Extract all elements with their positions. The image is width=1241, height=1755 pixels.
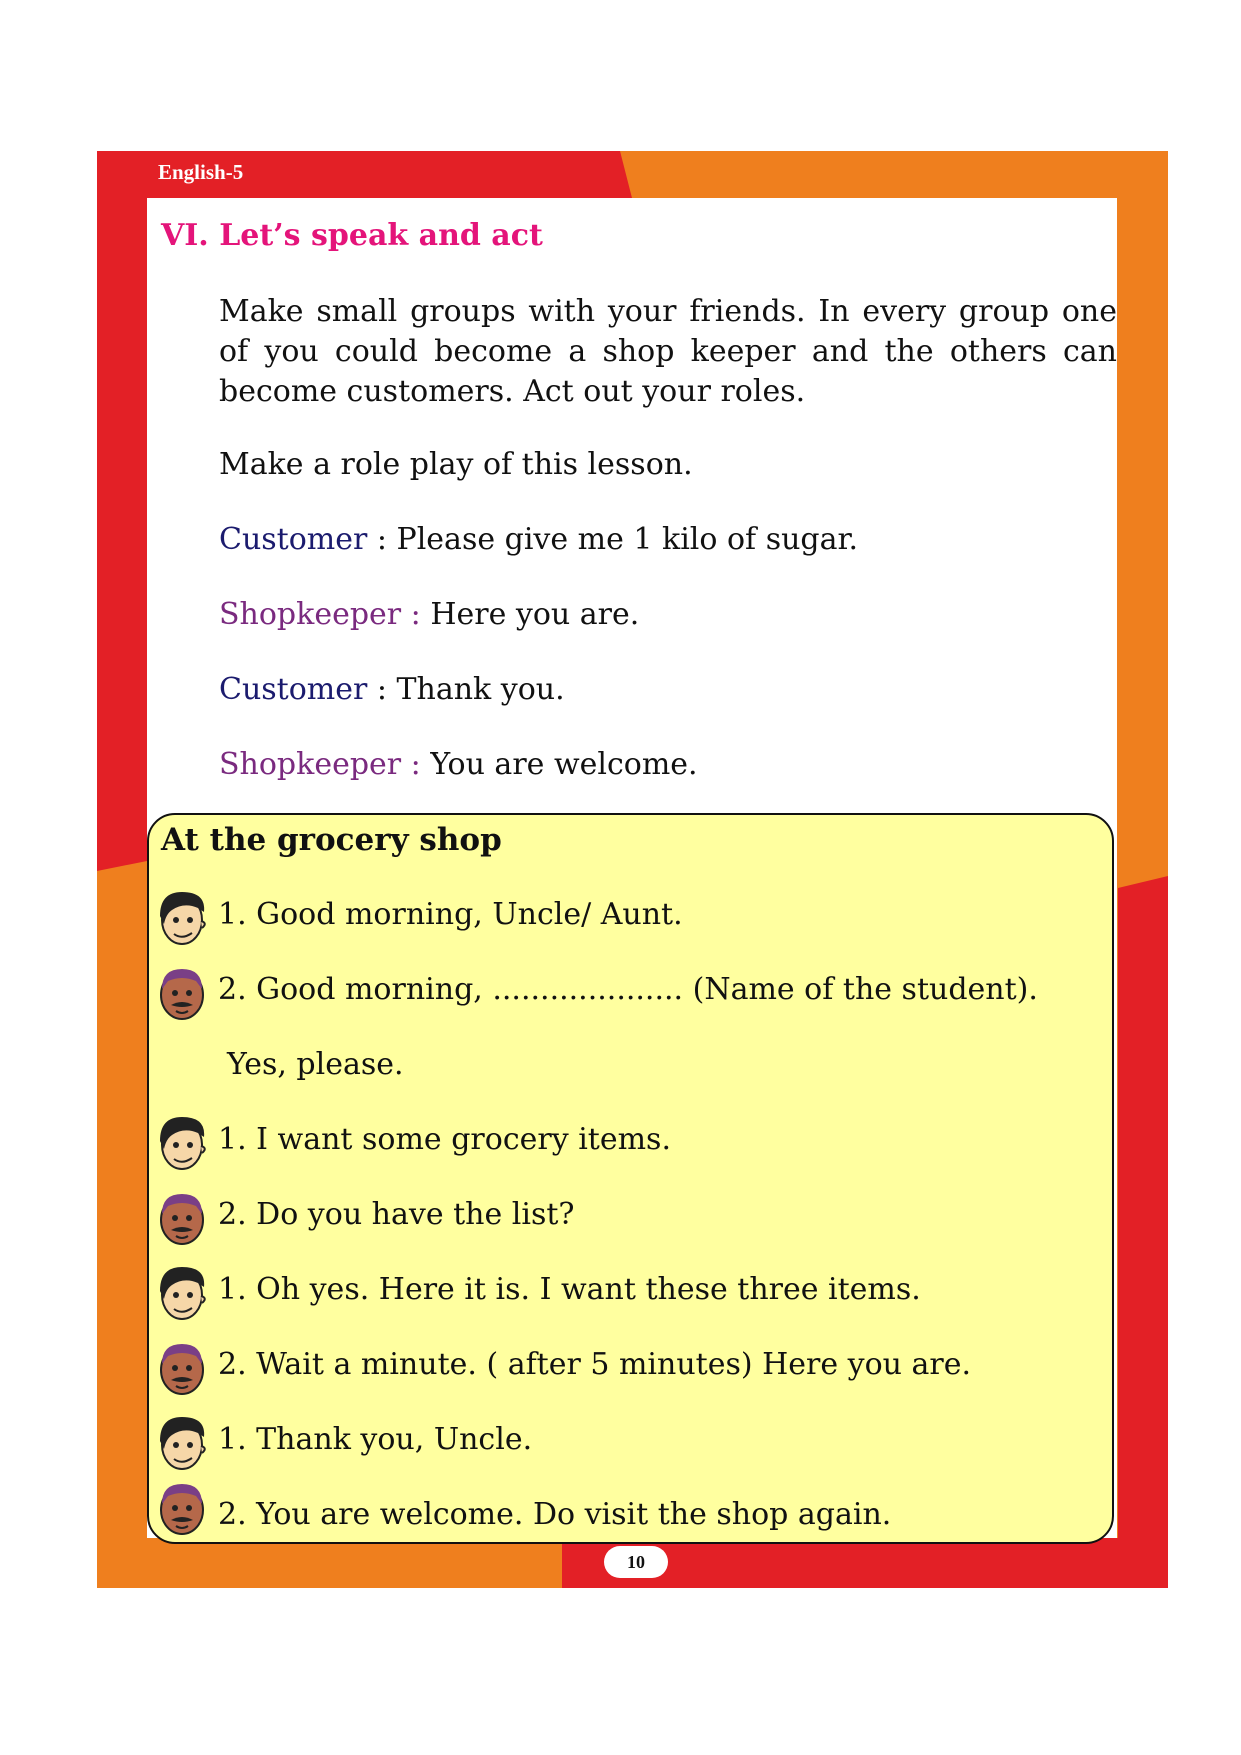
shopkeeper-avatar-icon bbox=[154, 1478, 210, 1538]
roleplay-text: You are welcome. bbox=[420, 747, 698, 782]
instruction-paragraph: Make small groups with your friends. In every group one of you could become a shop keeper and the others can become customers. Act out your roles. bbox=[219, 294, 1117, 409]
dialogue-line: 2. You are welcome. Do visit the shop again. bbox=[218, 1497, 892, 1532]
dialogue-line: 1. Thank you, Uncle. bbox=[218, 1422, 533, 1457]
dialogue-line: 2. Good morning, .................... (Name of the student). bbox=[218, 972, 1038, 1007]
speaker-label: Shopkeeper : bbox=[219, 597, 421, 632]
speaker-label: Customer bbox=[219, 522, 368, 557]
roleplay-text: Here you are. bbox=[420, 597, 640, 632]
boy-avatar-icon bbox=[154, 1113, 210, 1173]
roleplay-line bbox=[219, 597, 639, 632]
book-title: English-5 bbox=[158, 160, 244, 184]
roleplay-line bbox=[219, 522, 858, 557]
dialogue-line: 1. Oh yes. Here it is. I want these three items. bbox=[218, 1272, 921, 1307]
shopkeeper-avatar-icon bbox=[154, 1188, 210, 1248]
shopkeeper-avatar-icon bbox=[154, 963, 210, 1023]
roleplay-line bbox=[219, 747, 698, 782]
shopkeeper-avatar-icon bbox=[154, 1338, 210, 1398]
dialogue-line: 2. Do you have the list? bbox=[218, 1197, 575, 1232]
instruction-roleplay: Make a role play of this lesson. bbox=[219, 447, 693, 482]
boy-avatar-icon bbox=[154, 1413, 210, 1473]
section-heading: VI. Let’s speak and act bbox=[161, 218, 543, 253]
speaker-label: Shopkeeper : bbox=[219, 747, 421, 782]
speaker-label: Customer bbox=[219, 672, 368, 707]
boy-avatar-icon bbox=[154, 888, 210, 948]
dialogue-line: Yes, please. bbox=[227, 1047, 404, 1082]
dialogue-line: 1. Good morning, Uncle/ Aunt. bbox=[218, 897, 683, 932]
dialogue-line: 2. Wait a minute. ( after 5 minutes) Here you are. bbox=[218, 1347, 972, 1382]
box-title: At the grocery shop bbox=[161, 822, 502, 858]
roleplay-text: : Thank you. bbox=[367, 672, 565, 707]
page-number: 10 bbox=[604, 1546, 668, 1578]
boy-avatar-icon bbox=[154, 1263, 210, 1323]
roleplay-line bbox=[219, 672, 565, 707]
dialogue-line: 1. I want some grocery items. bbox=[218, 1122, 671, 1157]
roleplay-text: : Please give me 1 kilo of sugar. bbox=[367, 522, 859, 557]
